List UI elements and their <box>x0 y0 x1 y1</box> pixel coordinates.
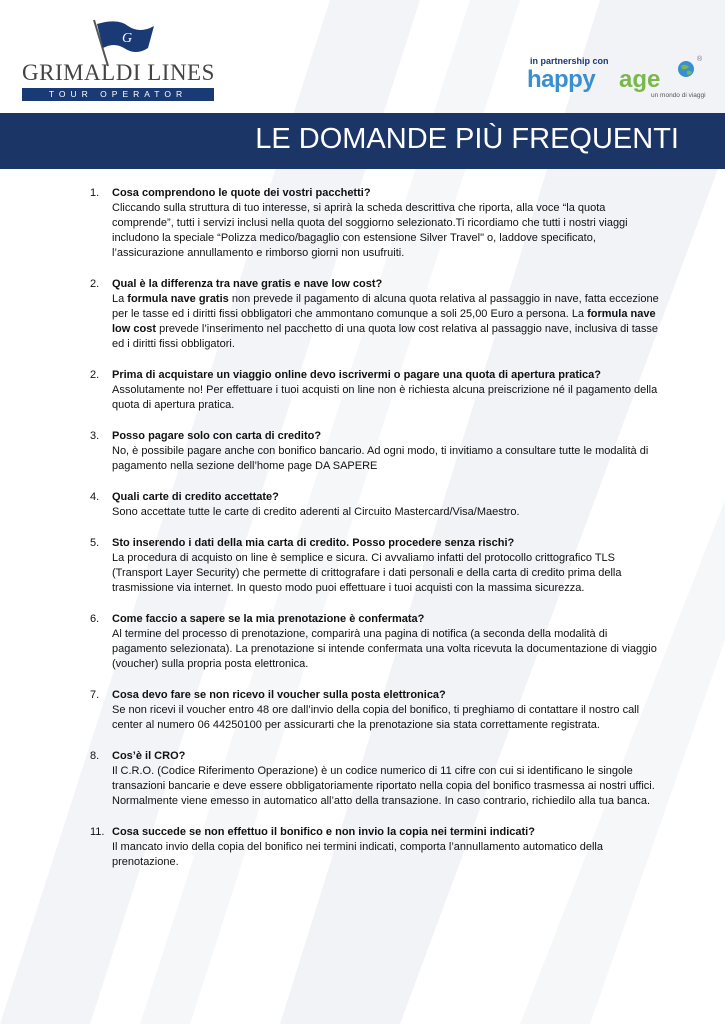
faq-question: Cosa succede se non effettuo il bonifico e non invio la copia nei termini indicati? <box>112 826 535 838</box>
faq-question: Prima di acquistare un viaggio online devo iscrivermi o pagare una quota di apertura pratica? <box>112 369 602 381</box>
faq-answer-text: Assolutamente no! Per effettuare i tuoi acquisti on line non è richiesta alcuna preiscrizione né il pagamento della quota di apertura pratica. <box>112 384 658 411</box>
faq-answer-text: Sono accettate tutte le carte di credito aderenti al Circuito Mastercard/Visa/Maestro. <box>112 506 520 518</box>
partner-label: in partnership con <box>530 56 609 66</box>
faq-question: Quali carte di credito accettate? <box>112 491 279 503</box>
faq-answer <box>112 444 662 474</box>
faq-item <box>72 429 662 474</box>
faq-answer <box>112 292 662 352</box>
faq-item <box>72 536 662 596</box>
faq-answer <box>112 505 662 520</box>
faq-item <box>72 688 662 733</box>
faq-number: 3. <box>90 430 100 442</box>
faq-answer <box>112 627 662 672</box>
faq-number: 1. <box>90 187 100 199</box>
faq-question: Cosa comprendono le quote dei vostri pacchetti? <box>112 187 371 199</box>
faq-answer-text: non prevede il pagamento di alcuna quota relativa al passaggio in nave, fatta eccezione per le tasse ed i diritti fissi obbligatori che ammontano comunque a soli 25,00 Euro a persona. La <box>112 293 659 320</box>
page-header <box>0 0 725 112</box>
faq-number: 8. <box>90 750 100 762</box>
faq-answer <box>112 840 662 870</box>
globe-icon <box>677 60 695 78</box>
faq-answer <box>112 764 662 809</box>
faq-answer-text: prevede l’inserimento nel pacchetto di una quota low cost relativa al passaggio nave, inclusiva di tasse ed i diritti fissi obbligatori. <box>112 323 659 350</box>
brand-subtitle: TOUR OPERATOR <box>22 88 214 101</box>
faq-question: Cosa devo fare se non ricevo il voucher sulla posta elettronica? <box>112 689 446 701</box>
title-banner <box>0 113 725 169</box>
faq-answer-text: Il mancato invio della copia del bonifico nei termini indicati, comporta l’annullamento automatico della prenotazione. <box>112 841 603 868</box>
faq-number: 4. <box>90 491 100 503</box>
faq-answer-text: La <box>112 293 128 305</box>
faq-list <box>72 186 662 886</box>
faq-item <box>72 368 662 413</box>
faq-answer <box>112 201 662 261</box>
faq-answer-bold: formula nave gratis <box>127 293 229 305</box>
faq-item <box>72 612 662 672</box>
faq-item <box>72 825 662 870</box>
faq-answer-text: La procedura di acquisto on line è semplice e sicura. Ci avvaliamo infatti del protocollo crittografico TLS (Transport Layer Security) che permette di crittografare i dati personali e della carta di credito prima della trasmissione via internet. In questo modo puoi effettuare i tuoi acquisti con la massima sicurezza. <box>112 552 622 594</box>
faq-question: Qual è la differenza tra nave gratis e nave low cost? <box>112 278 383 290</box>
faq-answer-bold: formula nave low cost <box>112 308 656 335</box>
faq-question: Sto inserendo i dati della mia carta di credito. Posso procedere senza rischi? <box>112 537 515 549</box>
faq-number: 11. <box>90 826 105 838</box>
partner-word-happy: happy <box>527 66 596 93</box>
faq-number: 5. <box>90 537 100 549</box>
svg-text:G: G <box>122 31 133 46</box>
faq-answer <box>112 703 662 733</box>
faq-answer-text: No, è possibile pagare anche con bonifico bancario. Ad ogni modo, ti invitiamo a consultare tutte le modalità di pagamento nella sezione dell’home page DA SAPERE <box>112 445 649 472</box>
faq-answer-text: Al termine del processo di prenotazione, comparirà una pagina di notifica (a seconda della modalità di pagamento selezionata). La prenotazione si intende confermata una volta ricevuta la documentazione di viaggio (voucher) sulla propria posta elettronica. <box>112 628 657 670</box>
faq-item <box>72 749 662 809</box>
partner-word-age: age <box>619 66 661 93</box>
partner-tagline: un mondo di viaggi <box>651 92 706 99</box>
faq-question: Come faccio a sapere se la mia prenotazione è confermata? <box>112 613 425 625</box>
faq-number: 7. <box>90 689 100 701</box>
faq-answer-text: Il C.R.O. (Codice Riferimento Operazione) è un codice numerico di 11 cifre con cui si identificano le singole transazioni bancarie e deve essere obbligatoriamente riportato nella copia del bonifico trasmessa ai nostri uffici. Normalmente viene emesso in automatico all’atto della transazione. In caso contrario, richiedilo alla tua banca. <box>112 765 655 807</box>
page-title: LE DOMANDE PIÙ FREQUENTI <box>255 123 679 155</box>
faq-answer-text: Se non ricevi il voucher entro 48 ore dall’invio della copia del bonifico, ti preghiamo di contattare il nostro call center al numero 06 44250100 per assicurarti che la prenotazione sia stata correttamente registrata. <box>112 704 640 731</box>
faq-number: 6. <box>90 613 100 625</box>
faq-item <box>72 490 662 520</box>
brand-name: GRIMALDI LINES <box>22 60 215 85</box>
faq-item <box>72 186 662 261</box>
registered-mark: ® <box>697 56 703 63</box>
faq-answer-text: Cliccando sulla struttura di tuo interesse, si aprirà la scheda descrittiva che riporta, alla voce “la quota comprende”, tutti i servizi inclusi nella quota del soggiorno selezionato.Ti ricordiamo che tutti i nostri viaggi includono la speciale “Polizza medico/bagaglio con estensione Silver Travel" o, laddove specificato, l’assicurazione annullamento e rimborso giorni non usufruiti. <box>112 202 628 259</box>
faq-item <box>72 277 662 352</box>
faq-number: 2. <box>90 278 100 290</box>
faq-answer <box>112 551 662 596</box>
faq-question: Posso pagare solo con carta di credito? <box>112 430 322 442</box>
faq-question: Cos’è il CRO? <box>112 750 186 762</box>
faq-number: 2. <box>90 369 100 381</box>
faq-answer <box>112 383 662 413</box>
